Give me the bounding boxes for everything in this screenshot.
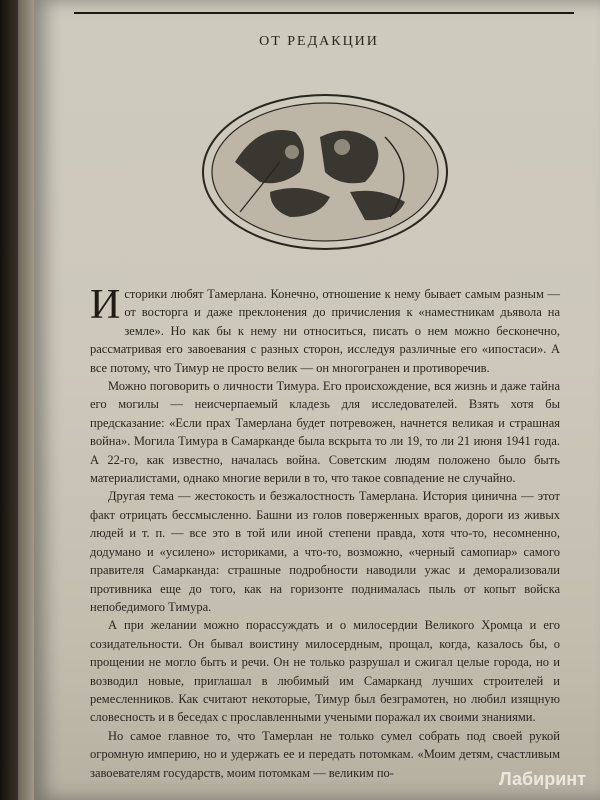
paragraph-4: А при желании можно порассуждать и о милосердии Великого Хромца и его созидательности. Он бывал воистину милосердным, прощал, когда, казалось бы, о прощении не могло быть и речи. Он не только разрушал и сжигал целые города, но и возводил новые, приглашал в любимый им Самарканд лучших строителей и ремесленников. Как считают некоторые, Тимур был безграмотен, но любил изящную словесность и в беседах с прославленными учеными поражал их своими знаниями. <box>90 618 560 725</box>
paragraph-5: Но самое главное то, что Тамерлан не только сумел собрать под своей рукой огромную империю, но и удержать ее и передать потомкам. «Моим детям, счастливым завоевателям государств, моим потомкам — великим по- <box>90 728 560 780</box>
book-spine-shadow <box>0 0 20 800</box>
labirint-watermark: Лабиринт <box>498 769 586 789</box>
drop-cap: И <box>90 282 121 328</box>
paragraph-3: Другая тема — жестокость и безжалостность Тамерлана. История цинична — этот факт отрицать бессмысленно. Башни из голов поверженных врагов, дороги из живых людей и т. п. — все это в той или иной степени правда, хотя что-то, несомненно, додумано и «усилено» историками, а что-то, возможно, «черный самопиар» самого правителя Самарканда: страшные подробности наводили ужас и деморализовали противника еще до того, как на горизонте поднималась пыль от копыт войска непобедимого Тимура. <box>90 489 560 614</box>
page-header: ОТ РЕДАКЦИИ <box>259 34 379 49</box>
paragraph-1 <box>90 282 560 377</box>
paragraph-1-text: сторики любят Тамерлана. Конечно, отношение к нему бывает самым разным — от восторга и даже преклонения до причисления к «наместникам дьявола на земле». Но как бы к нему ни относиться, писать о нем можно бесконечно, рассматривая его завоевания с разных сторон, исследуя различные его «ипостаси». А все потому, что Тимур не просто велик — он многогранен и противоречив. <box>90 287 560 375</box>
header-rule <box>74 12 574 14</box>
book-page <box>34 0 600 800</box>
oval-illustration <box>200 92 450 252</box>
editorial-body <box>90 282 560 782</box>
paragraph-2: Можно поговорить о личности Тимура. Его происхождение, вся жизнь и даже тайна его могилы — неисчерпаемый кладезь для исследователей. Взять хотя бы предсказание: «Если прах Тамерлана будет потревожен, начнется великая и страшная война». Могила Тимура в Самарканде была вскрыта то ли 19, то ли 21 июня 1941 года. А 22-го, как известно, началась война. Советским людям положено было быть материалистами, однако многие верили в то, что такое совпадение не случайно. <box>90 379 560 486</box>
